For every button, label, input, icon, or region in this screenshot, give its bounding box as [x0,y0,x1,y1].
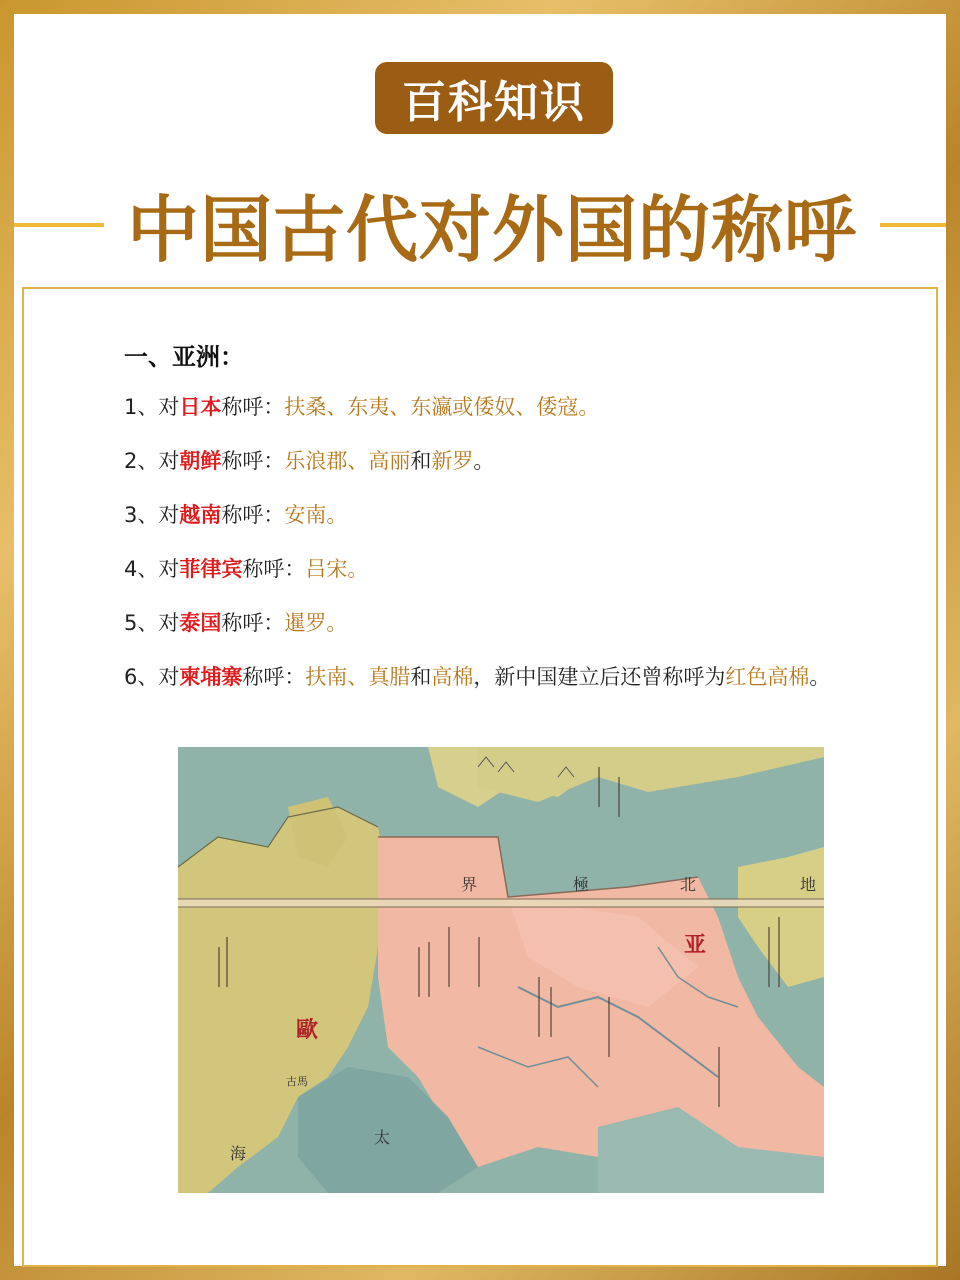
country-name: 日本 [179,395,222,419]
item-prefix: 1、对 [124,395,180,419]
item-rest: ，新中国建立后还曾称呼为 [473,665,726,689]
list-item-korea [124,445,494,475]
item-prefix: 6、对 [124,665,180,689]
list-item-thailand [124,607,347,637]
historical-names: 高棉 [431,665,474,689]
map-label-sea: 海 [230,1144,247,1163]
country-name: 越南 [179,503,222,527]
item-mid: 称呼： [242,557,306,581]
section-heading-asia: 一、亚洲： [124,343,244,371]
page-frame [14,14,946,1266]
item-end: 。 [578,395,600,419]
historical-names: 乐浪郡、高丽 [284,449,411,473]
title-row [14,174,946,274]
content-card [22,287,938,1267]
item-end: 。 [473,449,495,473]
item-prefix: 5、对 [124,611,180,635]
map-label-asia: 亚 [684,932,707,958]
item-end: 。 [326,503,348,527]
historical-names: 暹罗 [284,611,327,635]
list-item-vietnam [124,499,347,529]
country-name: 泰国 [179,611,222,635]
item-mid: 称呼： [221,395,285,419]
list-item-cambodia [124,661,830,691]
item-mid: 称呼： [221,503,285,527]
map-label-boundary: 界 [461,875,478,894]
historical-names: 红色高棉 [725,665,810,689]
historical-names: 扶桑、东夷、东瀛或倭奴、倭寇 [284,395,579,419]
item-mid: 称呼： [242,665,306,689]
item-end: 。 [809,665,831,689]
map-illustration [178,747,824,1193]
map-label-land: 地 [800,875,817,894]
title-divider-left [14,223,104,227]
map-label-rome: 古馬 [286,1075,308,1088]
country-name: 菲律宾 [179,557,243,581]
title-divider-right [880,223,946,227]
conjunction: 和 [410,665,432,689]
country-name: 柬埔寨 [179,665,243,689]
item-prefix: 2、对 [124,449,180,473]
historical-names: 吕宋 [305,557,348,581]
map-label-tai: 太 [374,1128,391,1147]
historical-names: 扶南、真腊 [305,665,411,689]
category-badge: 百科知识 [375,62,613,134]
item-prefix: 3、对 [124,503,180,527]
map-label-polar: 極 [573,875,590,894]
map-label-north: 北 [680,875,697,894]
historical-names: 安南 [284,503,327,527]
conjunction: 和 [410,449,432,473]
map-label-europe: 歐 [296,1017,319,1043]
list-item-japan [124,391,599,421]
list-item-philippines [124,553,368,583]
item-end: 。 [326,611,348,635]
page-title: 中国古代对外国的称呼 [126,188,857,272]
item-mid: 称呼： [221,449,285,473]
item-end: 。 [347,557,369,581]
country-name: 朝鲜 [179,449,222,473]
item-mid: 称呼： [221,611,285,635]
historical-names: 新罗 [431,449,474,473]
item-prefix: 4、对 [124,557,180,581]
ancient-world-map-image [178,747,824,1193]
